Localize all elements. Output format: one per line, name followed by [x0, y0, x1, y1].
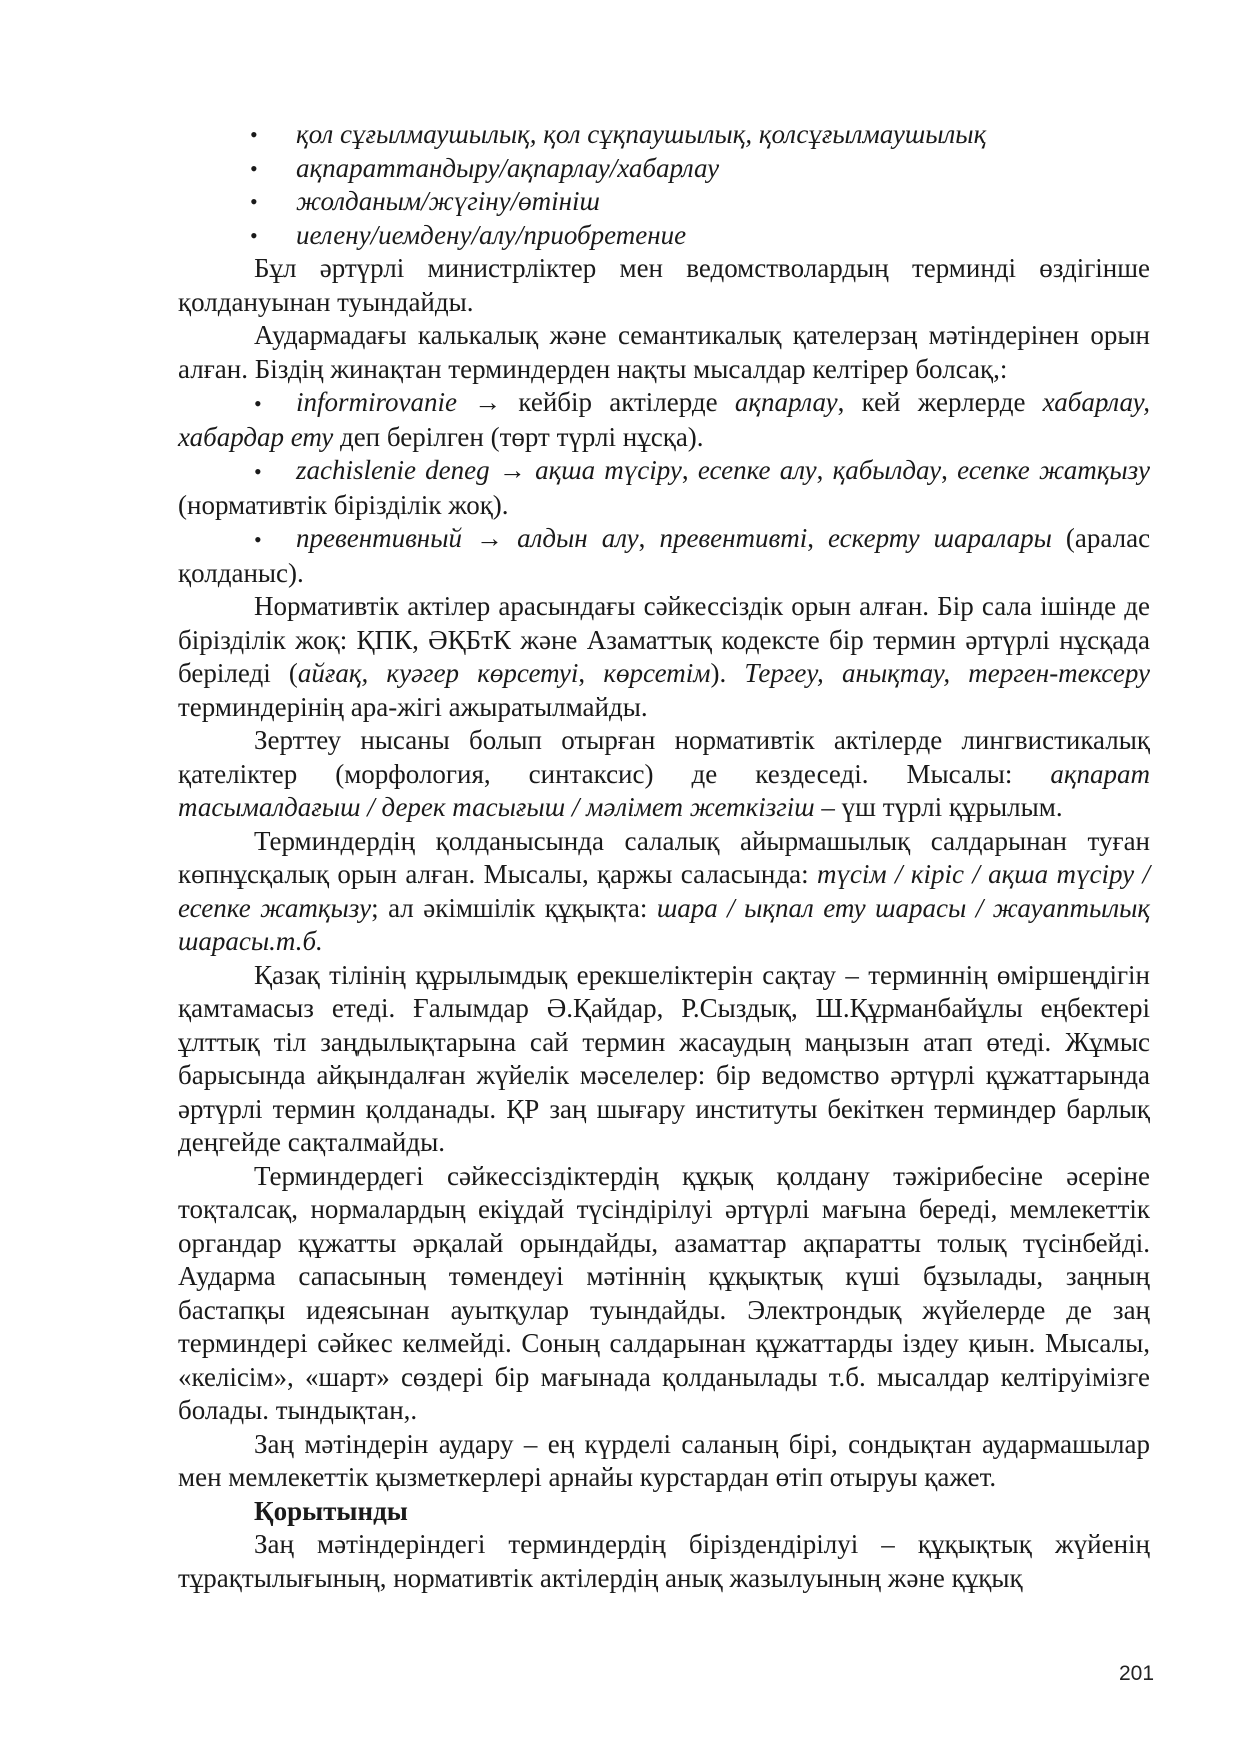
- text-run: ,: [816, 455, 833, 485]
- term: zachislenie deneg: [296, 455, 490, 485]
- text-run: терминдерінің ара-жігі ажыратылмайды.: [178, 691, 648, 722]
- bullet-item: [178, 185, 1150, 219]
- paragraph: Аудармадағы калькалық және семантикалық қателерзаң мәтіндерінен орын алған. Біздің жинақтан терминдерден нақты мысалдар келтірер болсақ,:: [178, 320, 1150, 384]
- bullet-text: ақпараттандыру/ақпарлау/хабарлау: [296, 152, 720, 183]
- italic-run: хабарлау, хабардар ету: [178, 387, 1150, 452]
- paragraph: [178, 590, 1150, 724]
- bullet-dot: •: [254, 391, 262, 416]
- italic-run: түсім / кіріс / ақша түсіру / есепке жатқызу: [178, 859, 1150, 923]
- paragraph: Заң мәтіндеріндегі терминдердің біріздендірілуі – құқықтық жүйенің тұрақтылығының, нормативтік актілердің анық жазылуының және құқық: [178, 1529, 1150, 1593]
- text-run: ,: [807, 523, 829, 553]
- text-run: деп берілген (төрт түрлі нұсқа).: [333, 421, 704, 452]
- text-run: (аралас қолданыс).: [178, 523, 1151, 588]
- term: превентивный: [296, 523, 462, 553]
- bullet-dot: •: [250, 189, 258, 214]
- italic-run: есепке алу: [697, 455, 817, 485]
- italic-run: ақпарат тасымалдағыш / дерек тасығыш / мәлімет жеткізгіш: [178, 758, 1150, 822]
- section-heading: Қорытынды: [254, 1495, 408, 1526]
- term: informirovanie: [296, 387, 457, 417]
- paragraph: Қазақ тілінің құрылымдық ерекшеліктерін сақтау – терминнің өміршеңдігін қамтамасыз етеді. Ғалымдар Ә.Қайдар, Р.Сыздық, Ш.Құрманбайұлы еңбектері ұлттық тіл заңдылықтарына сай термин жасаудың маңызын атап өтеді. Жұмыс барысында айқындалған жүйелік мәселелер: бір ведомство әртүрлі құжаттарында әртүрлі термин қолданады. ҚР заң шығару институты бекіткен терминдер барлық деңгейде сақталмайды.: [178, 959, 1150, 1157]
- italic-run: айғақ, куәгер көрсетуі: [297, 658, 579, 688]
- bullet-dot: •: [250, 122, 258, 147]
- text-run: кейбір актілерде: [501, 387, 735, 417]
- text-run: ).: [710, 658, 745, 688]
- text-run: ,: [638, 523, 660, 553]
- bullet-dot: •: [250, 155, 258, 181]
- bullet-dot: •: [250, 222, 258, 248]
- arrow: →: [498, 455, 526, 485]
- paragraph: [178, 724, 1150, 825]
- paragraph: Терминдердегі сәйкессіздіктердің құқық қолдану тәжірибесіне әсеріне тоқталсақ, нормалардың екіұдай түсіндірілуі әртүрлі мағына береді, мемлекеттік органдар құжатты әрқалай орындайды, азаматтар ақпаратты толық түсінбейді. Аударма сапасының төмендеуі мәтіннің құқықтық күші бұзылады, заңның бастапқы идеясынан ауытқулар туындайды. Электрондық жүйелерде де заң терминдері сәйкес келмейді. Соның салдарынан құжаттарды іздеу қиын. Мысалы, «келісім», «шарт» сөздері бір мағынада қолданылады т.б. мысалдар келтіруімізге болады. тындықтан,.: [178, 1160, 1150, 1425]
- bullet-dot: •: [254, 459, 262, 484]
- bullet-item: [178, 219, 1150, 253]
- arrow: →: [476, 523, 504, 553]
- arrow: →: [474, 387, 502, 417]
- text-run: Нормативтік актілер арасындағы сәйкессіздік орын алған. Бір сала ішінде де біріздiлік жоқ: ҚПК, ӘҚБтК және Азаматтық кодексте бір термин әртүрлі нұсқада беріледі (: [178, 591, 1150, 688]
- italic-run: ескерту шаралары: [828, 523, 1052, 553]
- italic-run: қабылдау: [832, 455, 942, 485]
- text-run: , кей жерлерде: [837, 387, 1043, 417]
- text-run: Зерттеу нысаны болып отырған нормативтік актілерде лингвистикалық қателіктер (морфология, синтаксис) де кездеседі. Мысалы:: [178, 725, 1150, 789]
- text-run: – үш түрлі құрылым.: [814, 792, 1063, 822]
- example-bullet: [178, 454, 1150, 522]
- paragraph: Бұл әртүрлі министрліктер мен ведомстволардың терминді өздігінше қолдануынан туындайды.: [178, 253, 1150, 317]
- italic-run: превентивті: [659, 523, 808, 553]
- text-run: ,: [681, 455, 698, 485]
- italic-run: ақпарлау: [734, 387, 838, 417]
- italic-run: алдын алу: [517, 523, 639, 553]
- bullet-text: иелену/иемдену/алу/приобретение: [296, 219, 687, 250]
- italic-run: шара / ықпал ету шарасы / жауаптылық шарасы.т.б.: [178, 892, 1151, 956]
- bullet-dot: •: [254, 527, 262, 552]
- paragraph: [178, 825, 1150, 959]
- page-body: [178, 118, 1150, 1595]
- example-bullet: [178, 386, 1150, 454]
- text-run: ,: [578, 658, 604, 688]
- text-run: ; ал әкімшілік құқықта:: [371, 892, 657, 923]
- text-run: Терминдердің қолданысында салалық айырмашылық салдарынан туған көпнұсқалық орын алған. Мысалы, қаржы саласында:: [178, 825, 1150, 889]
- text-run: (нормативтік біріздiлік жоқ).: [178, 489, 509, 520]
- italic-run: Тергеу, анықтау, терген-тексеру: [744, 658, 1151, 688]
- paragraph: Заң мәтіндерін аудару – ең күрделі саланың бірі, сондықтан аудармашылар мен мемлекеттік қызметкерлері арнайы курстардан өтіп отыруы қажет.: [178, 1428, 1150, 1492]
- bullet-text: қол сұғылмаушылық, қол сұқпаушылық, қолсұғылмаушылық: [296, 119, 987, 149]
- example-bullet: [178, 522, 1150, 590]
- bullet-item: [178, 152, 1150, 186]
- italic-run: есепке жатқызу: [957, 455, 1150, 485]
- text-run: ,: [941, 455, 958, 485]
- bullet-text: жолданым/жүгіну/өтініш: [296, 186, 600, 216]
- italic-run: ақша түсіру: [535, 455, 682, 485]
- italic-run: көрсетім: [603, 658, 711, 688]
- page-number: 201: [1119, 1662, 1155, 1685]
- bullet-item: [178, 118, 1150, 152]
